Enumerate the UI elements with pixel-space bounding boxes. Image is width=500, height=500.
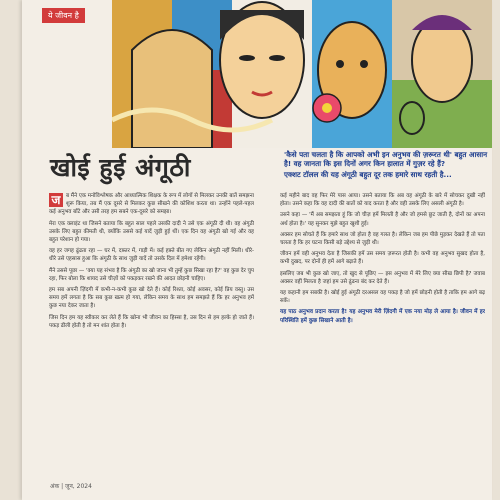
paragraph: मेरा एक क्लाइंट था जिसने बताया कि बहुत साल पहले उसकी दादी ने उसे एक अंगूठी दी थी। वह अंगूठी उसके लिए बहुत कीमती थी, क्योंकि उससे कई यादें जुड़ी हुई थीं। एक दिन वह अंगूठी खो गई और वह बहुत परेशान हो गया। — [49, 220, 254, 244]
paragraph: जीवन हमें वही अनुभव देता है जिसकी हमें उस समय ज़रूरत होती है। कभी वह अनुभव सुखद होता है, कभी दुखद, पर दोनों ही हमें आगे बढ़ाते हैं। — [280, 251, 485, 266]
drop-cap: ज — [49, 193, 63, 207]
paragraph: जिस दिन हम यह स्वीकार कर लेते हैं कि खोना भी जीवन का हिस्सा है, उस दिन से हम हल्के हो जाते हैं। पकड़ ढीली होती है तो मन शांत होता है। — [49, 314, 254, 329]
paragraph: अक्सर हम सोचते हैं कि हमारे साथ जो होता है वह गलत है। लेकिन जब हम पीछे मुड़कर देखते हैं तो पता चलता है कि हर घटना किसी बड़े उद्देश्य से जुड़ी थी। — [280, 231, 485, 247]
article-title: खोई हुई अंगूठी — [50, 153, 191, 182]
paragraph: हम सब अपनी ज़िंदगी में कभी-न-कभी कुछ खो देते हैं। कोई रिश्ता, कोई अवसर, कोई प्रिय वस्तु। उस समय हमें लगता है कि सब कुछ खत्म हो गया, लेकिन समय के साथ हम समझते हैं कि हर अनुभव हमें कुछ नया देकर जाता है। — [49, 287, 254, 310]
pull-quote — [284, 150, 489, 179]
pull-quote-line-1: 'कैसे पता चलता है कि आपको अभी इन अनुभव की ज़रूरत थी' बहुत आसान है! वह जानता कि इस दिनों अगर किन हालात में गुज़र रहे हैं? — [284, 150, 488, 168]
magazine-page — [22, 0, 492, 500]
paragraph: यह कहानी हम सबकी है। खोई हुई अंगूठी दरअसल वह पकड़ है जो हमें छोड़नी होती है ताकि हम आगे बढ़ सकें। — [280, 290, 485, 305]
pull-quote-line-2: एक्शट टॉलल की यह अंगूठी बहुत दूर तक हमारे साथ रहती है... — [284, 170, 452, 179]
page-footer: अंक | जून, 2024 — [50, 483, 92, 490]
paragraph: ब मैंने एक मनोविश्लेषक और आध्यात्मिक शिक्षक के रूप में लोगों से मिलकर उनकी बातें समझना शुरू किया, तब मैं एक दूसरे से मिलकर कुछ सीखने की कोशिश करता था। उन्होंने पहले-पहल कई अनुभव बाँटे और उसी तरह हम सबने एक-दूसरे को समझा। — [49, 193, 254, 216]
paragraph: वह हर जगह ढूंढता रहा — घर में, दफ़्तर में, गाड़ी में। कई हफ़्ते बीत गए लेकिन अंगूठी नहीं मिली। धीरे-धीरे उसे एहसास हुआ कि अंगूठी के साथ जुड़ी यादें तो उसके दिल में हमेशा रहेंगी। — [49, 248, 254, 263]
paragraph: कई महीने बाद वह फिर मेरे पास आया। उसने बताया कि अब वह अंगूठी के बारे में सोचकर दुखी नहीं होता। उसने कहा कि वह दादी की बातों को याद करता है और वही उसके लिए असली अंगूठी है। — [280, 193, 485, 208]
right-column — [280, 192, 485, 467]
left-column — [49, 192, 254, 467]
section-tag: ये जीवन है — [42, 8, 85, 23]
paragraph: मैंने उससे पूछा — 'क्या यह संभव है कि अंगूठी का खो जाना भी तुम्हें कुछ सिखा रहा है?' वह कुछ देर चुप रहा, फिर बोला कि शायद उसे चीज़ों को पकड़कर रखने की आदत छोड़नी चाहिए। — [49, 267, 254, 282]
closing-note: यह पाठ अनुभव प्रदान करता है! यह अनुभव मेरी ज़िंदगी में एक नया मोड़ ले आया है। जीवन में हर परिस्थिति हमें कुछ सिखाने आती है। — [280, 309, 485, 324]
paragraph: इसलिए जब भी कुछ खो जाए, तो खुद से पूछिए — इस अनुभव में मेरे लिए क्या सीख छिपी है? जवाब अक्सर वहीं मिलता है जहां हम उसे ढूंढना बंद कर देते हैं। — [280, 270, 485, 285]
cover-illustration — [112, 0, 492, 148]
paragraph: उसने कहा — 'मैं अब समझता हूं कि जो चीज़ हमें मिलती है और जो हमसे छूट जाती है, दोनों का अपना अर्थ होता है।' यह सुनकर मुझे बहुत खुशी हुई। — [280, 212, 485, 227]
